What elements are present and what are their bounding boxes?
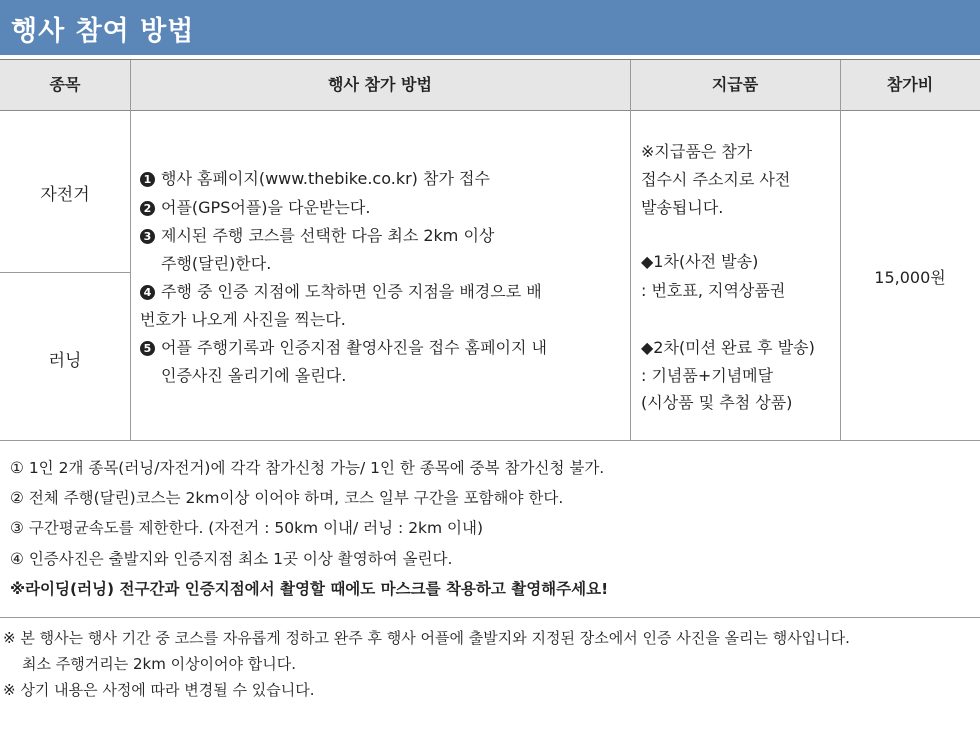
gift-line: (시상품 및 추첨 상품) <box>641 393 793 412</box>
category-running: 러닝 <box>48 351 82 371</box>
fee-value: 15,000원 <box>874 268 946 287</box>
gift-line: : 기념품+기념메달 <box>641 366 774 385</box>
method-step-4: 4 주행 중 인증 지점에 도착하면 인증 지점을 배경으로 배 <box>140 279 542 302</box>
gift-line: ※지급품은 참가 <box>641 142 753 161</box>
column-divider <box>130 60 131 440</box>
column-divider <box>840 60 841 440</box>
method-step-4-cont: 번호가 나오게 사진을 찍는다. <box>140 310 346 329</box>
footnote: ※ 본 행사는 행사 기간 중 코스를 자유롭게 정하고 완주 후 행사 어플에 출발지와 지정된 장소에서 인증 사진을 올리는 행사입니다. <box>3 629 850 647</box>
header-fee: 참가비 <box>886 75 934 94</box>
step-number-icon: 2 <box>140 201 155 216</box>
header-method: 행사 참가 방법 <box>328 75 432 94</box>
gift-line: ◆1차(사전 발송) <box>641 252 759 271</box>
title-bar <box>0 0 980 55</box>
column-divider <box>630 60 631 440</box>
step-number-icon: 3 <box>140 229 155 244</box>
method-step-2: 2 어플(GPS어플)을 다운받는다. <box>140 195 370 218</box>
footnote: 최소 주행거리는 2km 이상이어야 합니다. <box>22 655 297 673</box>
header-category: 종목 <box>49 75 81 94</box>
page-title: 행사 참여 방법 <box>11 16 195 47</box>
gift-line: ◆2차(미션 완료 후 발송) <box>641 338 815 357</box>
method-step-3-cont: 주행(달린)한다. <box>161 254 272 273</box>
gift-line: : 번호표, 지역상품권 <box>641 281 786 300</box>
method-step-3: 3 제시된 주행 코스를 선택한 다음 최소 2km 이상 <box>140 223 494 246</box>
note-item: ④ 인증사진은 출발지와 인증지점 최소 1곳 이상 촬영하여 올린다. <box>10 550 453 568</box>
method-step-5: 5 어플 주행기록과 인증지점 촬영사진을 접수 홈페이지 내 <box>140 335 547 358</box>
divider <box>0 617 980 618</box>
gift-line: 발송됩니다. <box>641 198 724 217</box>
note-item: ② 전체 주행(달린)코스는 2km이상 이어야 하며, 코스 일부 구간을 포함해야 한다. <box>10 489 564 507</box>
step-number-icon: 1 <box>140 172 155 187</box>
header-gift: 지급품 <box>711 75 759 94</box>
note-item: ① 1인 2개 종목(러닝/자전거)에 각각 참가신청 가능/ 1인 한 종목에 중복 참가신청 불가. <box>10 459 605 477</box>
table-header <box>0 60 980 111</box>
event-table <box>0 59 980 441</box>
method-step-5-cont: 인증사진 올리기에 올린다. <box>161 366 347 385</box>
note-item: ③ 구간평균속도를 제한한다. (자전거 : 50km 이내/ 러닝 : 2km 이내) <box>10 519 484 537</box>
step-number-icon: 4 <box>140 285 155 300</box>
mask-notice: ※라이딩(러닝) 전구간과 인증지점에서 촬영할 때에도 마스크를 착용하고 촬영해주세요! <box>10 580 609 598</box>
footnote: ※ 상기 내용은 사정에 따라 변경될 수 있습니다. <box>3 681 315 699</box>
gift-line: 접수시 주소지로 사전 <box>641 170 791 189</box>
method-step-1: 1 행사 홈페이지(www.thebike.co.kr) 참가 접수 <box>140 166 490 189</box>
row-divider <box>0 272 130 273</box>
category-bike: 자전거 <box>40 185 90 205</box>
step-number-icon: 5 <box>140 341 155 356</box>
